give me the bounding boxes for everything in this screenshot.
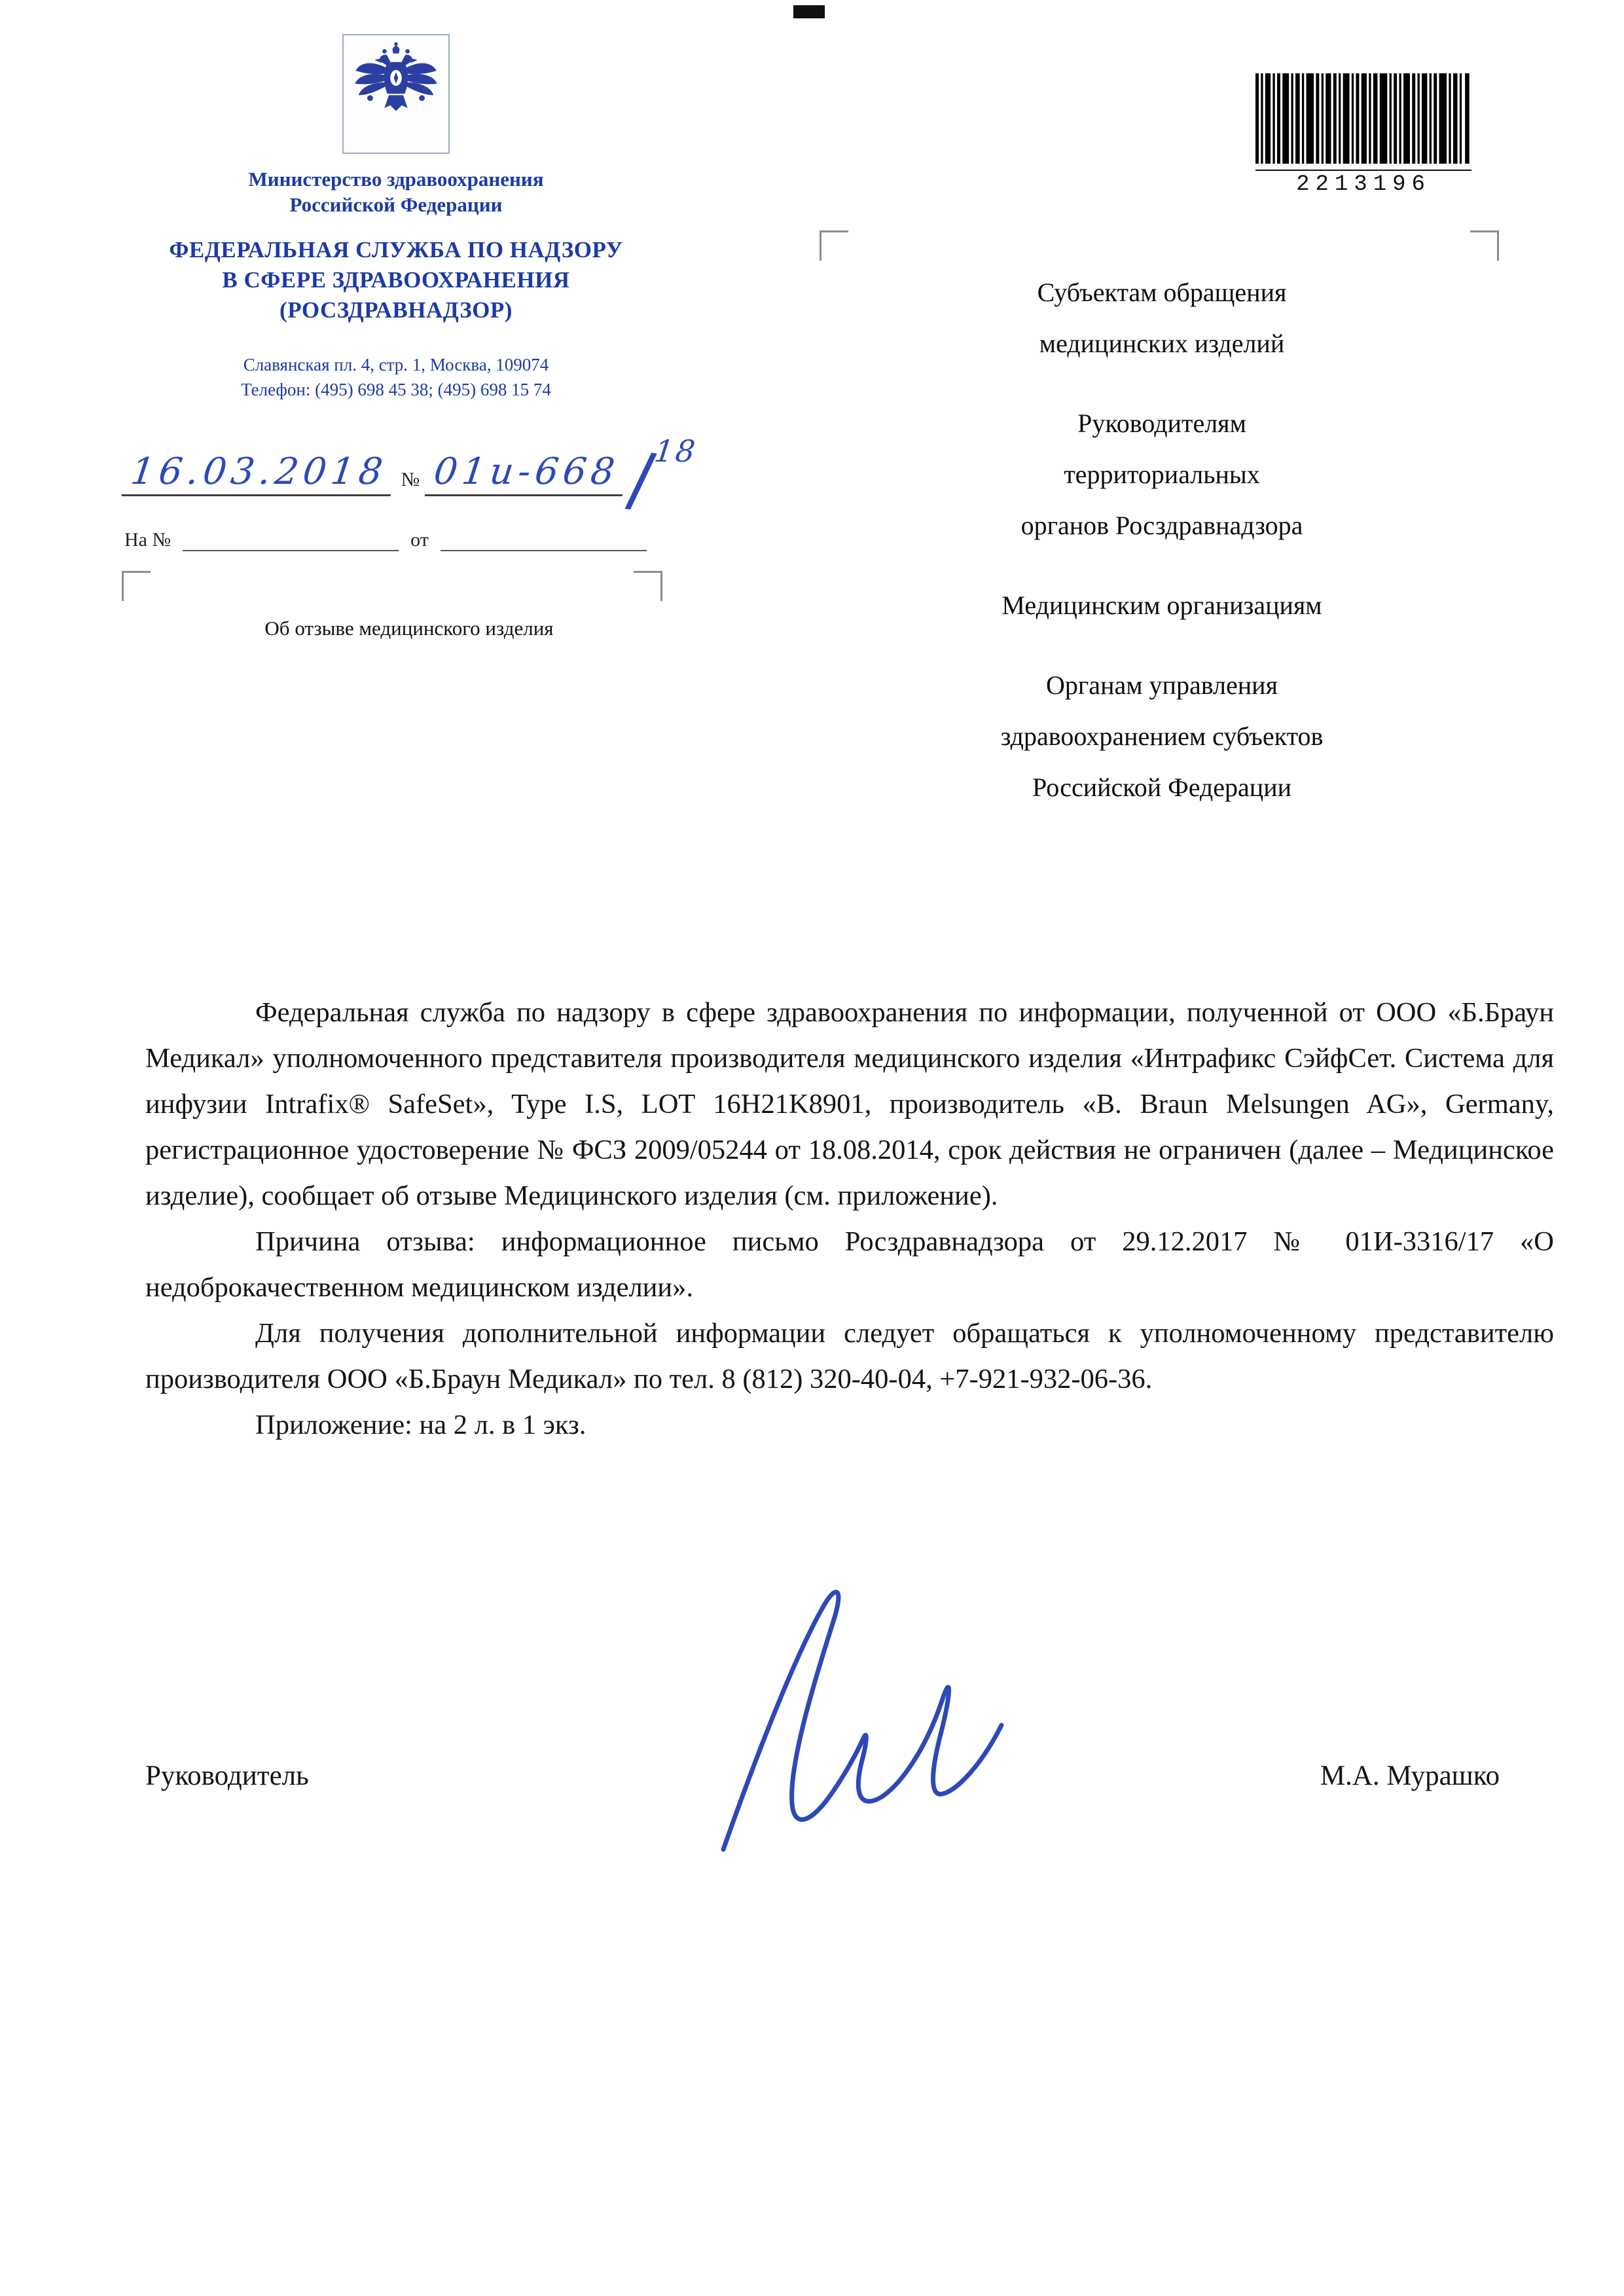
barcode-bars: [1255, 73, 1471, 164]
ministry-name: [92, 167, 700, 218]
barcode: [1255, 73, 1471, 197]
reply-label: На №: [124, 529, 171, 551]
handwritten-slash: /: [623, 436, 660, 522]
service-line3: (РОСЗДРАВНАДЗОР): [280, 297, 513, 323]
phone-numbers: Телефон: (495) 698 45 38; (495) 698 15 74: [241, 379, 551, 399]
barcode-number: 2213196: [1255, 170, 1471, 197]
subject-corner-right: [634, 571, 662, 601]
reply-from-label: от: [410, 529, 429, 551]
body-paragraph-1: Федеральная служба по надзору в сфере здравоохранения по информации, полученной от ООО «Б.Браун Медикал» уполномоченного представителя производителя медицинского изделия «Интрафикс СэйфСет. Система для инфузии Intrafix® SafeSet», Type I.S, LOT 16H21K8901, производитель «B. Braun Melsungen AG», Germany, регистрационное удостоверение № ФСЗ 2009/05244 от 18.08.2014, срок действия не ограничен (далее – Медицинское изделие), сообщает об отзыве Медицинского изделия (см. приложение).: [145, 997, 1554, 1211]
emblem-box: [342, 34, 450, 154]
service-line2: В СФЕРЕ ЗДРАВООХРАНЕНИЯ: [222, 266, 570, 293]
postal-address: Славянская пл. 4, стр. 1, Москва, 109074: [243, 355, 549, 375]
attachment-line: Приложение: на 2 л. в 1 экз.: [255, 1410, 586, 1440]
body-paragraph-3: Для получения дополнительной информации следует обращаться к уполномоченному представителю производителя ООО «Б.Браун Медикал» по тел. 8 (812) 320-40-04, +7-921-932-06-36.: [145, 1318, 1554, 1394]
addressee-line: здравоохранением субъектов: [1000, 721, 1324, 751]
letterhead: [92, 34, 700, 403]
ministry-line1: Министерство здравоохранения: [248, 168, 544, 191]
subject-corner-left: [122, 571, 151, 601]
body-paragraph-2: Причина отзыва: информационное письмо Росздравнадзора от 29.12.2017 № 01И-3316/17 «О недоброкачественном медицинском изделии».: [145, 1226, 1554, 1303]
addressee-corner-right: [1470, 230, 1499, 261]
addressee-line: Руководителям: [1077, 409, 1246, 438]
service-name: [92, 235, 700, 326]
ministry-line2: Российской Федерации: [289, 192, 503, 216]
addressee-line: Органам управления: [1046, 670, 1278, 700]
handwritten-number: 01и-668: [425, 450, 628, 496]
addressee-block: [805, 267, 1519, 842]
addressee-group: [805, 267, 1519, 369]
addressee-line: территориальных: [1064, 460, 1260, 489]
addressee-group: [805, 660, 1519, 813]
signer-title: Руководитель: [145, 1760, 309, 1791]
reply-date-blank: [441, 529, 647, 551]
reply-number-blank: [183, 529, 399, 551]
signature-ink: [661, 1568, 1028, 1876]
coat-of-arms-icon: [353, 42, 439, 143]
addressee-group: [805, 580, 1519, 631]
handwritten-number-suffix: 18: [653, 433, 700, 469]
number-sign: №: [401, 469, 420, 490]
addressee-corner-left: [820, 230, 848, 261]
addressee-line: Медицинским организациям: [1001, 591, 1322, 620]
addressee-group: [805, 398, 1519, 551]
subject-line: Об отзыве медицинского изделия: [264, 617, 554, 640]
reply-ref-line: [124, 529, 659, 551]
scan-artifact: [793, 5, 825, 18]
outgoing-ref-line: [124, 433, 713, 522]
addressee-line: медицинских изделий: [1039, 329, 1285, 358]
signer-name: М.А. Мурашко: [1320, 1760, 1500, 1791]
addressee-line: органов Росздравнадзора: [1020, 511, 1303, 540]
addressee-line: Субъектам обращения: [1037, 278, 1287, 307]
letter-body: [145, 990, 1554, 1448]
service-line1: ФЕДЕРАЛЬНАЯ СЛУЖБА ПО НАДЗОРУ: [169, 236, 623, 263]
contact-block: [92, 353, 700, 403]
handwritten-date: 16.03.2018: [122, 450, 396, 496]
addressee-line: Российской Федерации: [1032, 773, 1292, 802]
